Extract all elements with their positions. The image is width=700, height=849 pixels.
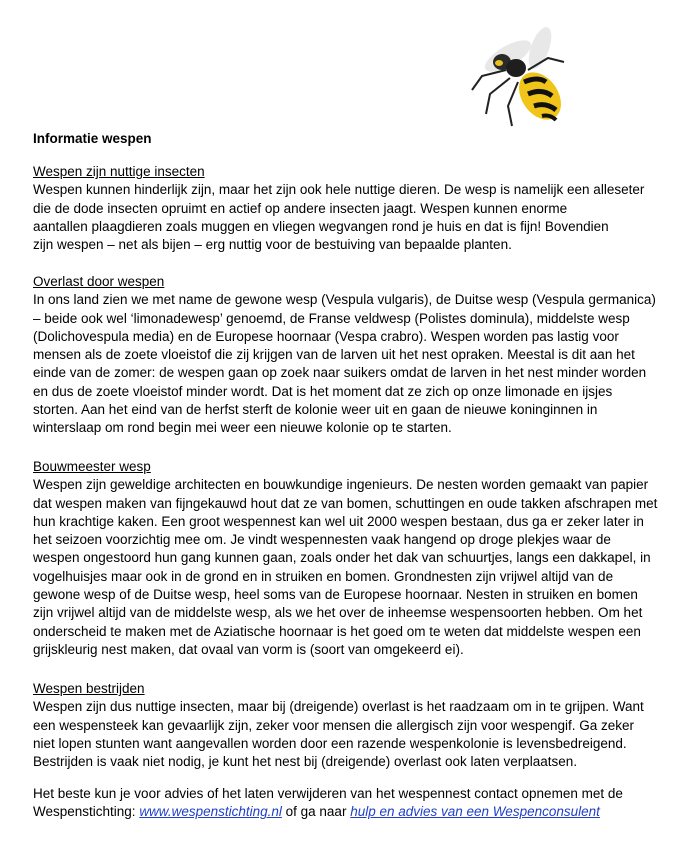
section-bestrijden — [33, 680, 683, 771]
wespenstichting-link[interactable]: www.wespenstichting.nl — [139, 804, 282, 820]
paragraph-line: (Dolichovespula media) en de Europese hoornaar (Vespa crabro). Wespen worden pas lastig voor — [33, 328, 619, 344]
section-heading: Overlast door wespen — [33, 274, 165, 289]
paragraph-line: Wespen zijn geweldige architecten en bouwkundige ingenieurs. De nesten worden gemaakt van papier — [33, 477, 649, 493]
paragraph-line: mensen als de zoete vloeistof die zij krijgen van de larven uit het nest opraken. Meestal is dit aan het — [33, 347, 635, 363]
closing-paragraph — [33, 785, 683, 822]
paragraph-line: onderscheid te maken met de Aziatische hoornaar is het goed om te weten dat middelste wespen een — [33, 623, 641, 639]
paragraph-line: hun krachtige kaken. Een groot wespennest kan wel uit 2000 wespen bestaan, dus ga er zeker later in — [33, 513, 644, 529]
paragraph-line: grijskleurig nest maken, dat ovaal van vorm is (soort van omgekeerd ei). — [33, 641, 464, 657]
paragraph-line: wespen ongestoord hun gang kunnen gaan, zoals onder het dak van schuurtjes, langs een dakkapel, in — [33, 550, 651, 566]
closing-line-links — [33, 803, 683, 821]
paragraph-line: dat wespen maken van fijngekauwd hout dat ze van bomen, schuttingen en oude takken afschrapen met — [33, 495, 658, 511]
paragraph-line: die de dode insecten opruimt en actief op andere insecten jaagt. Wespen kunnen enorme — [33, 200, 568, 216]
closing-middle: of ga naar — [281, 804, 351, 820]
section-bouwmeester — [33, 458, 683, 659]
paragraph-line: – beide ook wel ‘limonadewesp’ genoemd, de Franse veldwesp (Polistes dominula), middelste wesp — [33, 310, 630, 326]
paragraph-line: Bestrijden is vaak niet nodig, je kunt het nest bij (dreigende) overlast ook laten verplaatsen. — [33, 754, 578, 770]
paragraph-line: een wespensteek kan gevaarlijk zijn, zeker voor mensen die allergisch zijn voor wespengif. Ga zeker — [33, 717, 635, 733]
section-nuttige-insecten — [33, 163, 683, 254]
wespenconsulent-link[interactable]: hulp en advies van een Wespenconsulent — [350, 804, 600, 820]
paragraph-line: storten. Aan het eind van de herfst sterft de kolonie weer uit en gaan de nieuwe koninginnen in — [33, 402, 598, 418]
paragraph-line: gewone wesp of de Duitse wesp, heel soms van de Europese hoornaar. Nesten in struiken en bomen — [33, 587, 638, 603]
paragraph-line: einde van de zomer: de wespen gaan op zoek naar suikers omdat de larven in het nest minder worden — [33, 365, 647, 381]
paragraph-line: Wespen kunnen hinderlijk zijn, maar het zijn ook hele nuttige dieren. De wesp is namelijk een alleseter — [33, 182, 645, 198]
paragraph-line: aantallen plaagdieren zoals muggen en vliegen wegvangen rond je huis en dat is fijn! Bovendien — [33, 218, 609, 234]
paragraph-line: en dus de zoete vloeistof minder wordt. Dat is het moment dat ze zich op onze limonade en ijsjes — [33, 383, 613, 399]
section-heading: Wespen zijn nuttige insecten — [33, 164, 205, 179]
paragraph-line: zijn vrijwel altijd van de middelste wesp, als we het over de inheemse wespensoorten hebben. Om het — [33, 605, 643, 621]
page-title: Informatie wespen — [33, 131, 152, 146]
paragraph-line: het seizoen voorzichtig mee om. Je vindt wespennesten vaak hangend op droge plekjes waar de — [33, 532, 611, 548]
closing-prefix: Wespenstichting: — [33, 804, 140, 820]
section-overlast — [33, 273, 683, 438]
paragraph-line: vogelhuisjes maar ook in de grond en in struiken en bomen. Grondnesten zijn vrijwel altijd van de — [33, 568, 614, 584]
paragraph-line: Wespen zijn dus nuttige insecten, maar bij (dreigende) overlast is het raadzaam om in te grijpen. Want — [33, 699, 644, 715]
paragraph-line: In ons land zien we met name de gewone wesp (Vespula vulgaris), de Duitse wesp (Vespula germanica) — [33, 292, 656, 308]
wasp-image — [468, 18, 578, 136]
paragraph-line: winterslaap om rond begin mei weer een nieuwe kolonie op te starten. — [33, 420, 452, 436]
section-heading: Bouwmeester wesp — [33, 459, 151, 474]
section-heading: Wespen bestrijden — [33, 681, 145, 696]
paragraph-line: niet lopen stunten want aangevallen worden door een razende wespenkolonie is levensbedreigend. — [33, 735, 627, 751]
paragraph-line: zijn wespen – net als bijen – erg nuttig voor de bestuiving van bepaalde planten. — [33, 237, 512, 253]
closing-line: Het beste kun je voor advies of het laten verwijderen van het wespennest contact opnemen met de — [33, 786, 623, 801]
